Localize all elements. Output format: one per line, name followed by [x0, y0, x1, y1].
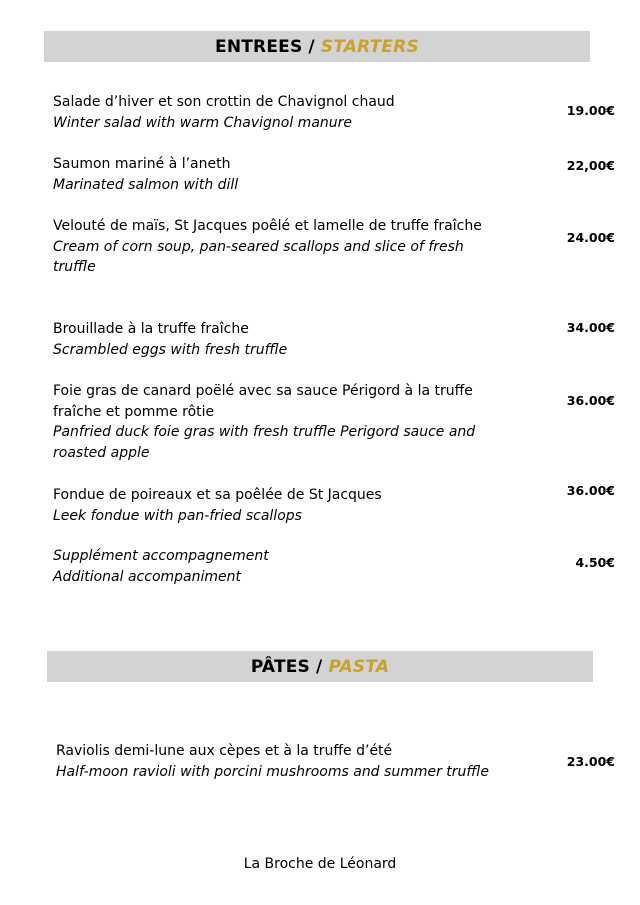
menu-item [53, 216, 483, 278]
item-name-en: Leek fondue with pan-fried scallops [53, 507, 302, 524]
item-name-fr: Salade d’hiver et son crottin de Chavignol chaud [53, 94, 395, 110]
item-price: 36.00€ [566, 393, 615, 408]
item-price: 23.00€ [566, 754, 615, 769]
item-name-fr: Fondue de poireaux et sa poêlée de St Jacques [53, 487, 382, 503]
menu-item [53, 546, 503, 587]
item-name-en: Panfried duck foie gras with fresh truffle Perigord sauce and roasted apple [53, 424, 476, 461]
menu-item [53, 154, 503, 195]
menu-item [53, 319, 503, 360]
item-name-en: Half-moon ravioli with porcini mushrooms and summer truffle [56, 763, 490, 780]
item-name-fr: Foie gras de canard poëlé avec sa sauce Périgord à la truffe fraîche et pomme rôtie [53, 383, 473, 420]
item-name-en: Scrambled eggs with fresh truffle [53, 341, 288, 358]
item-name-en: Marinated salmon with dill [53, 176, 239, 193]
item-name-fr: Brouillade à la truffe fraîche [53, 321, 249, 337]
restaurant-name-footer: La Broche de Léonard [243, 856, 397, 872]
item-name-en: Cream of corn soup, pan-seared scallops and slice of fresh truffle [53, 238, 464, 275]
menu-item [53, 92, 503, 133]
pasta-heading-fr: PÂTES [250, 656, 311, 677]
starters-heading [44, 31, 590, 62]
starters-heading-fr: ENTREES [215, 36, 303, 57]
menu-item [56, 741, 501, 782]
item-price: 22,00€ [566, 158, 615, 173]
item-name-fr: Raviolis demi-lune aux cèpes et à la truffe d’été [56, 743, 393, 759]
heading-separator: / [316, 656, 323, 677]
item-price: 4.50€ [575, 555, 615, 570]
pasta-heading-en: PASTA [328, 656, 390, 677]
starters-heading-en: STARTERS [320, 36, 419, 57]
pasta-heading [47, 651, 593, 682]
item-name-en: Additional accompaniment [53, 568, 241, 585]
item-price: 34.00€ [566, 320, 615, 335]
item-name-fr: Saumon mariné à l’aneth [53, 156, 231, 172]
heading-separator: / [308, 36, 315, 57]
item-name-fr: Velouté de maïs, St Jacques poêlé et lamelle de truffe fraîche [53, 218, 482, 234]
item-price: 19.00€ [566, 103, 615, 118]
item-name-fr: Supplément accompagnement [53, 548, 269, 564]
menu-item [53, 485, 503, 526]
item-price: 24.00€ [566, 230, 615, 245]
item-price: 36.00€ [566, 483, 615, 498]
menu-item [53, 381, 498, 463]
item-name-en: Winter salad with warm Chavignol manure [53, 114, 353, 131]
